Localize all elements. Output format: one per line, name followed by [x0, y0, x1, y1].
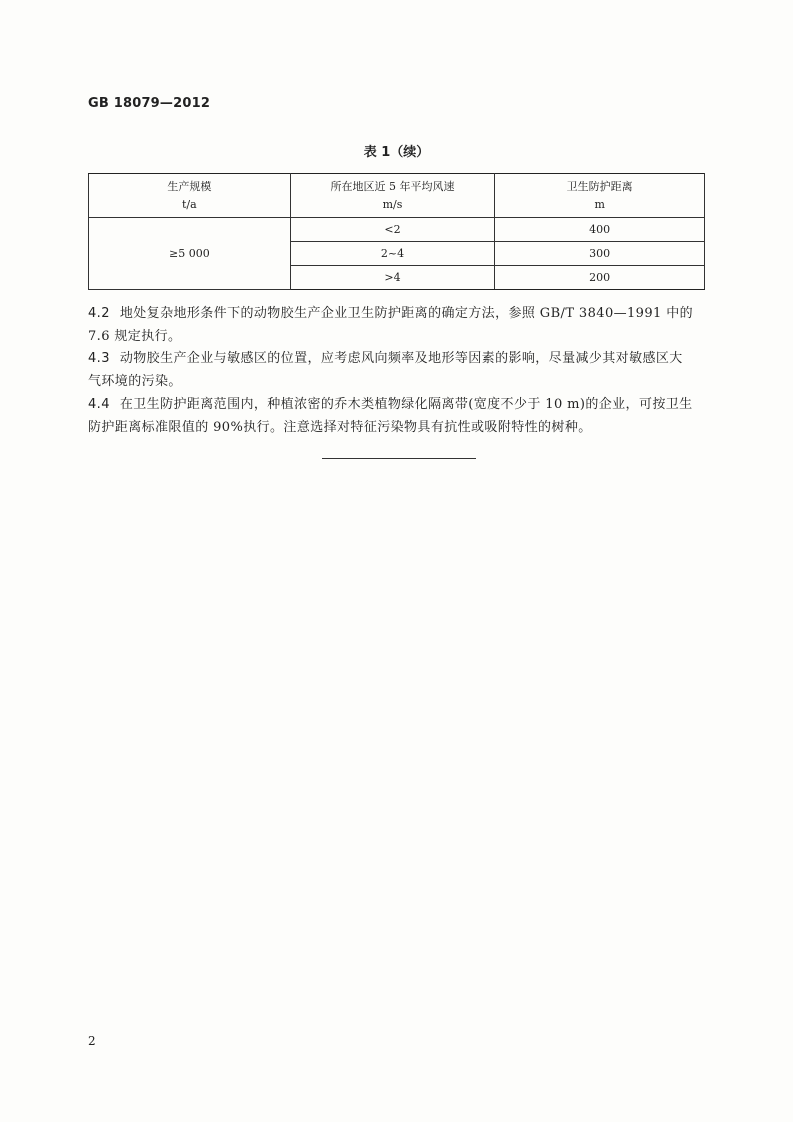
protection-distance-table: [88, 173, 705, 290]
distance-cell: 200: [495, 266, 705, 290]
clause-4-3: [88, 347, 708, 393]
header-wind-name: 所在地区近 5 年平均风速: [330, 179, 455, 193]
page-number: 2: [88, 1034, 96, 1048]
wind-cell: >4: [290, 266, 495, 290]
header-cell-scale: [89, 174, 291, 218]
clause-text-line2: 气环境的污染。: [88, 374, 182, 389]
clause-4-4: [88, 393, 708, 439]
distance-cell: 400: [495, 218, 705, 242]
header-scale-name: 生产规模: [167, 179, 212, 193]
header-distance-name: 卫生防护距离: [566, 179, 633, 193]
document-code: GB 18079—2012: [88, 96, 211, 111]
clause-number: 4.4: [88, 397, 110, 412]
header-scale-unit: t/a: [182, 197, 197, 211]
table-title: 表 1（续）: [363, 145, 430, 160]
table-row: [89, 218, 705, 242]
clause-number: 4.3: [88, 351, 110, 366]
clause-text-line2: 7.6 规定执行。: [88, 329, 182, 344]
wind-cell: <2: [290, 218, 495, 242]
header-cell-wind: [290, 174, 495, 218]
table-header-row: [89, 174, 705, 218]
distance-cell: 300: [495, 242, 705, 266]
clause-4-2: [88, 302, 708, 348]
end-of-standard-rule: [322, 458, 476, 459]
clause-text-line1: 动物胶生产企业与敏感区的位置，应考虑风向频率及地形等因素的影响，尽量减少其对敏感区大: [119, 351, 683, 366]
header-cell-distance: [495, 174, 705, 218]
clause-text-line2: 防护距离标准限值的 90%执行。注意选择对特征污染物具有抗性或吸附特性的树种。: [88, 420, 592, 435]
clause-text-line1: 地处复杂地形条件下的动物胶生产企业卫生防护距离的确定方法，参照 GB/T 3840—1991 中的: [119, 306, 694, 321]
clause-text-line1: 在卫生防护距离范围内，种植浓密的乔木类植物绿化隔离带(宽度不少于 10 m)的企业，可按卫生: [119, 397, 693, 412]
scale-group-cell: ≥5 000: [89, 218, 291, 290]
header-wind-unit: m/s: [382, 197, 403, 211]
wind-cell: 2~4: [290, 242, 495, 266]
header-distance-unit: m: [594, 197, 605, 211]
clause-number: 4.2: [88, 306, 110, 321]
